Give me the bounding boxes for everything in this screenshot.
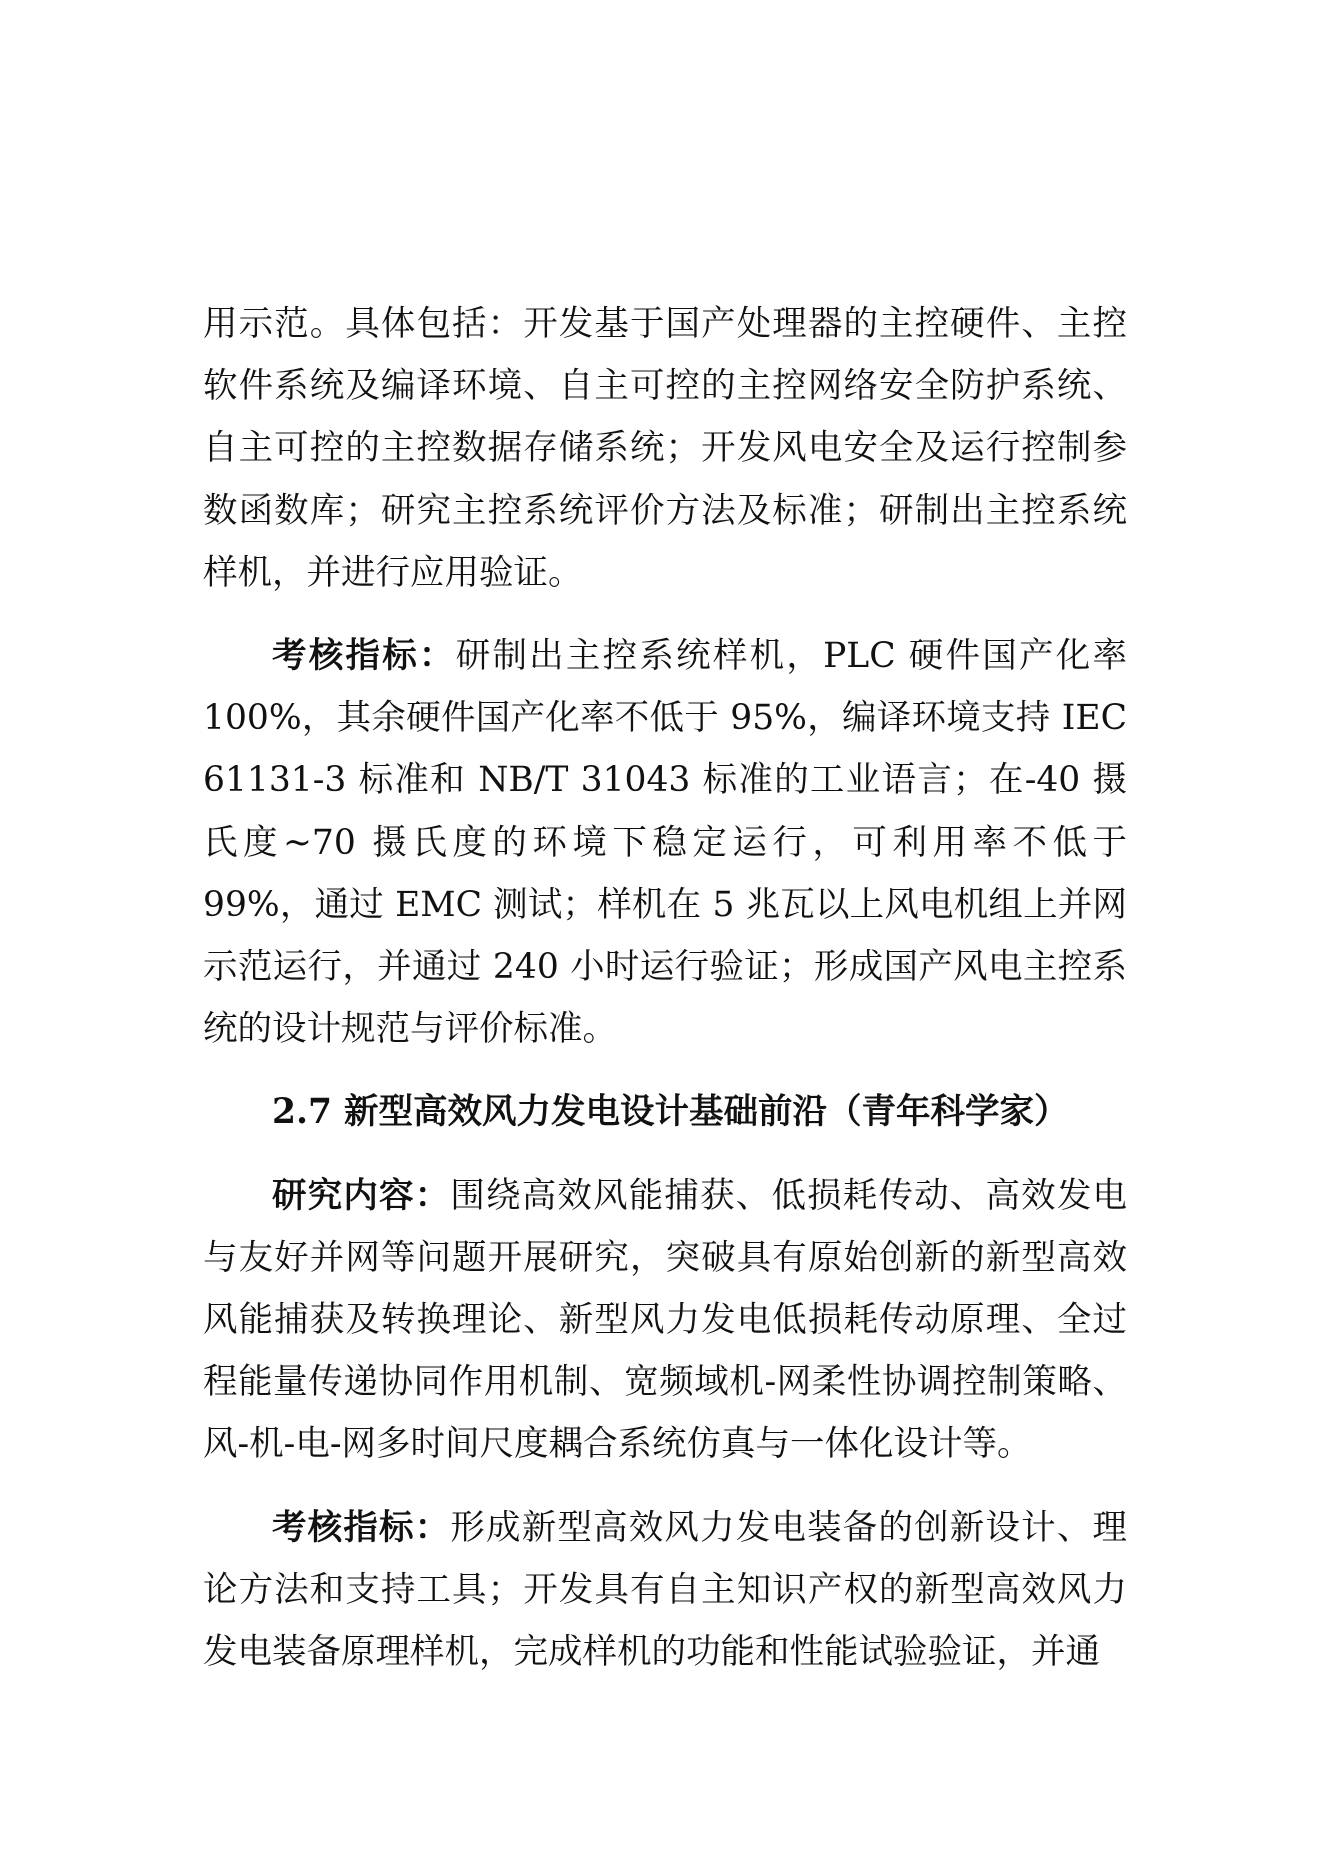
paragraph-text: 围绕高效风能捕获、低损耗传动、高效发电与友好并网等问题开展研究，突破具有原始创新的新型高效风能捕获及转换理论、新型风力发电低损耗传动原理、全过程能量传递协同作用机制、宽频域机-网柔性协调控制策略、风-机-电-网多时间尺度耦合系统仿真与一体化设计等。 — [203, 1175, 1128, 1465]
research-content-label: 研究内容： — [272, 1175, 451, 1216]
paragraph-text: 用示范。具体包括：开发基于国产处理器的主控硬件、主控软件系统及编译环境、自主可控的主控网络安全防护系统、自主可控的主控数据存储系统；开发风电安全及运行控制参数函数库；研究主控系统评价方法及标准；研制出主控系统样机，并进行应用验证。 — [203, 304, 1127, 593]
paragraph-continued-demo — [203, 293, 1127, 604]
section-heading-2-7: 2.7 新型高效风力发电设计基础前沿（青年科学家） — [272, 1092, 1069, 1133]
paragraph-text: 形成新型高效风力发电装备的创新设计、理论方法和支持工具；开发具有自主知识产权的新型高效风力发电装备原理样机，完成样机的功能和性能试验验证，并通 — [203, 1507, 1128, 1673]
paragraph-text: 研制出主控系统样机，PLC 硬件国产化率 100%，其余硬件国产化率不低于 95%，编译环境支持 IEC 61131-3 标准和 NB/T 31043 标准的工业语言；在-40 摄氏度~70 摄氏度的环境下稳定运行，可利用率不低于 99%，通过 EMC 测试；样机在 5 兆瓦以上风电机组上并网示范运行，并通过 240 小时运行验证；形成国产风电主控系统的设计规范与评价标准。 — [203, 636, 1127, 1050]
assessment-label: 考核指标： — [272, 1507, 451, 1548]
assessment-label: 考核指标： — [272, 636, 456, 677]
paragraph-research-content — [203, 1165, 1127, 1476]
paragraph-assessment-indicators — [203, 625, 1127, 1060]
document-body — [203, 293, 1127, 1683]
paragraph-assessment-indicators-2 — [203, 1497, 1127, 1684]
